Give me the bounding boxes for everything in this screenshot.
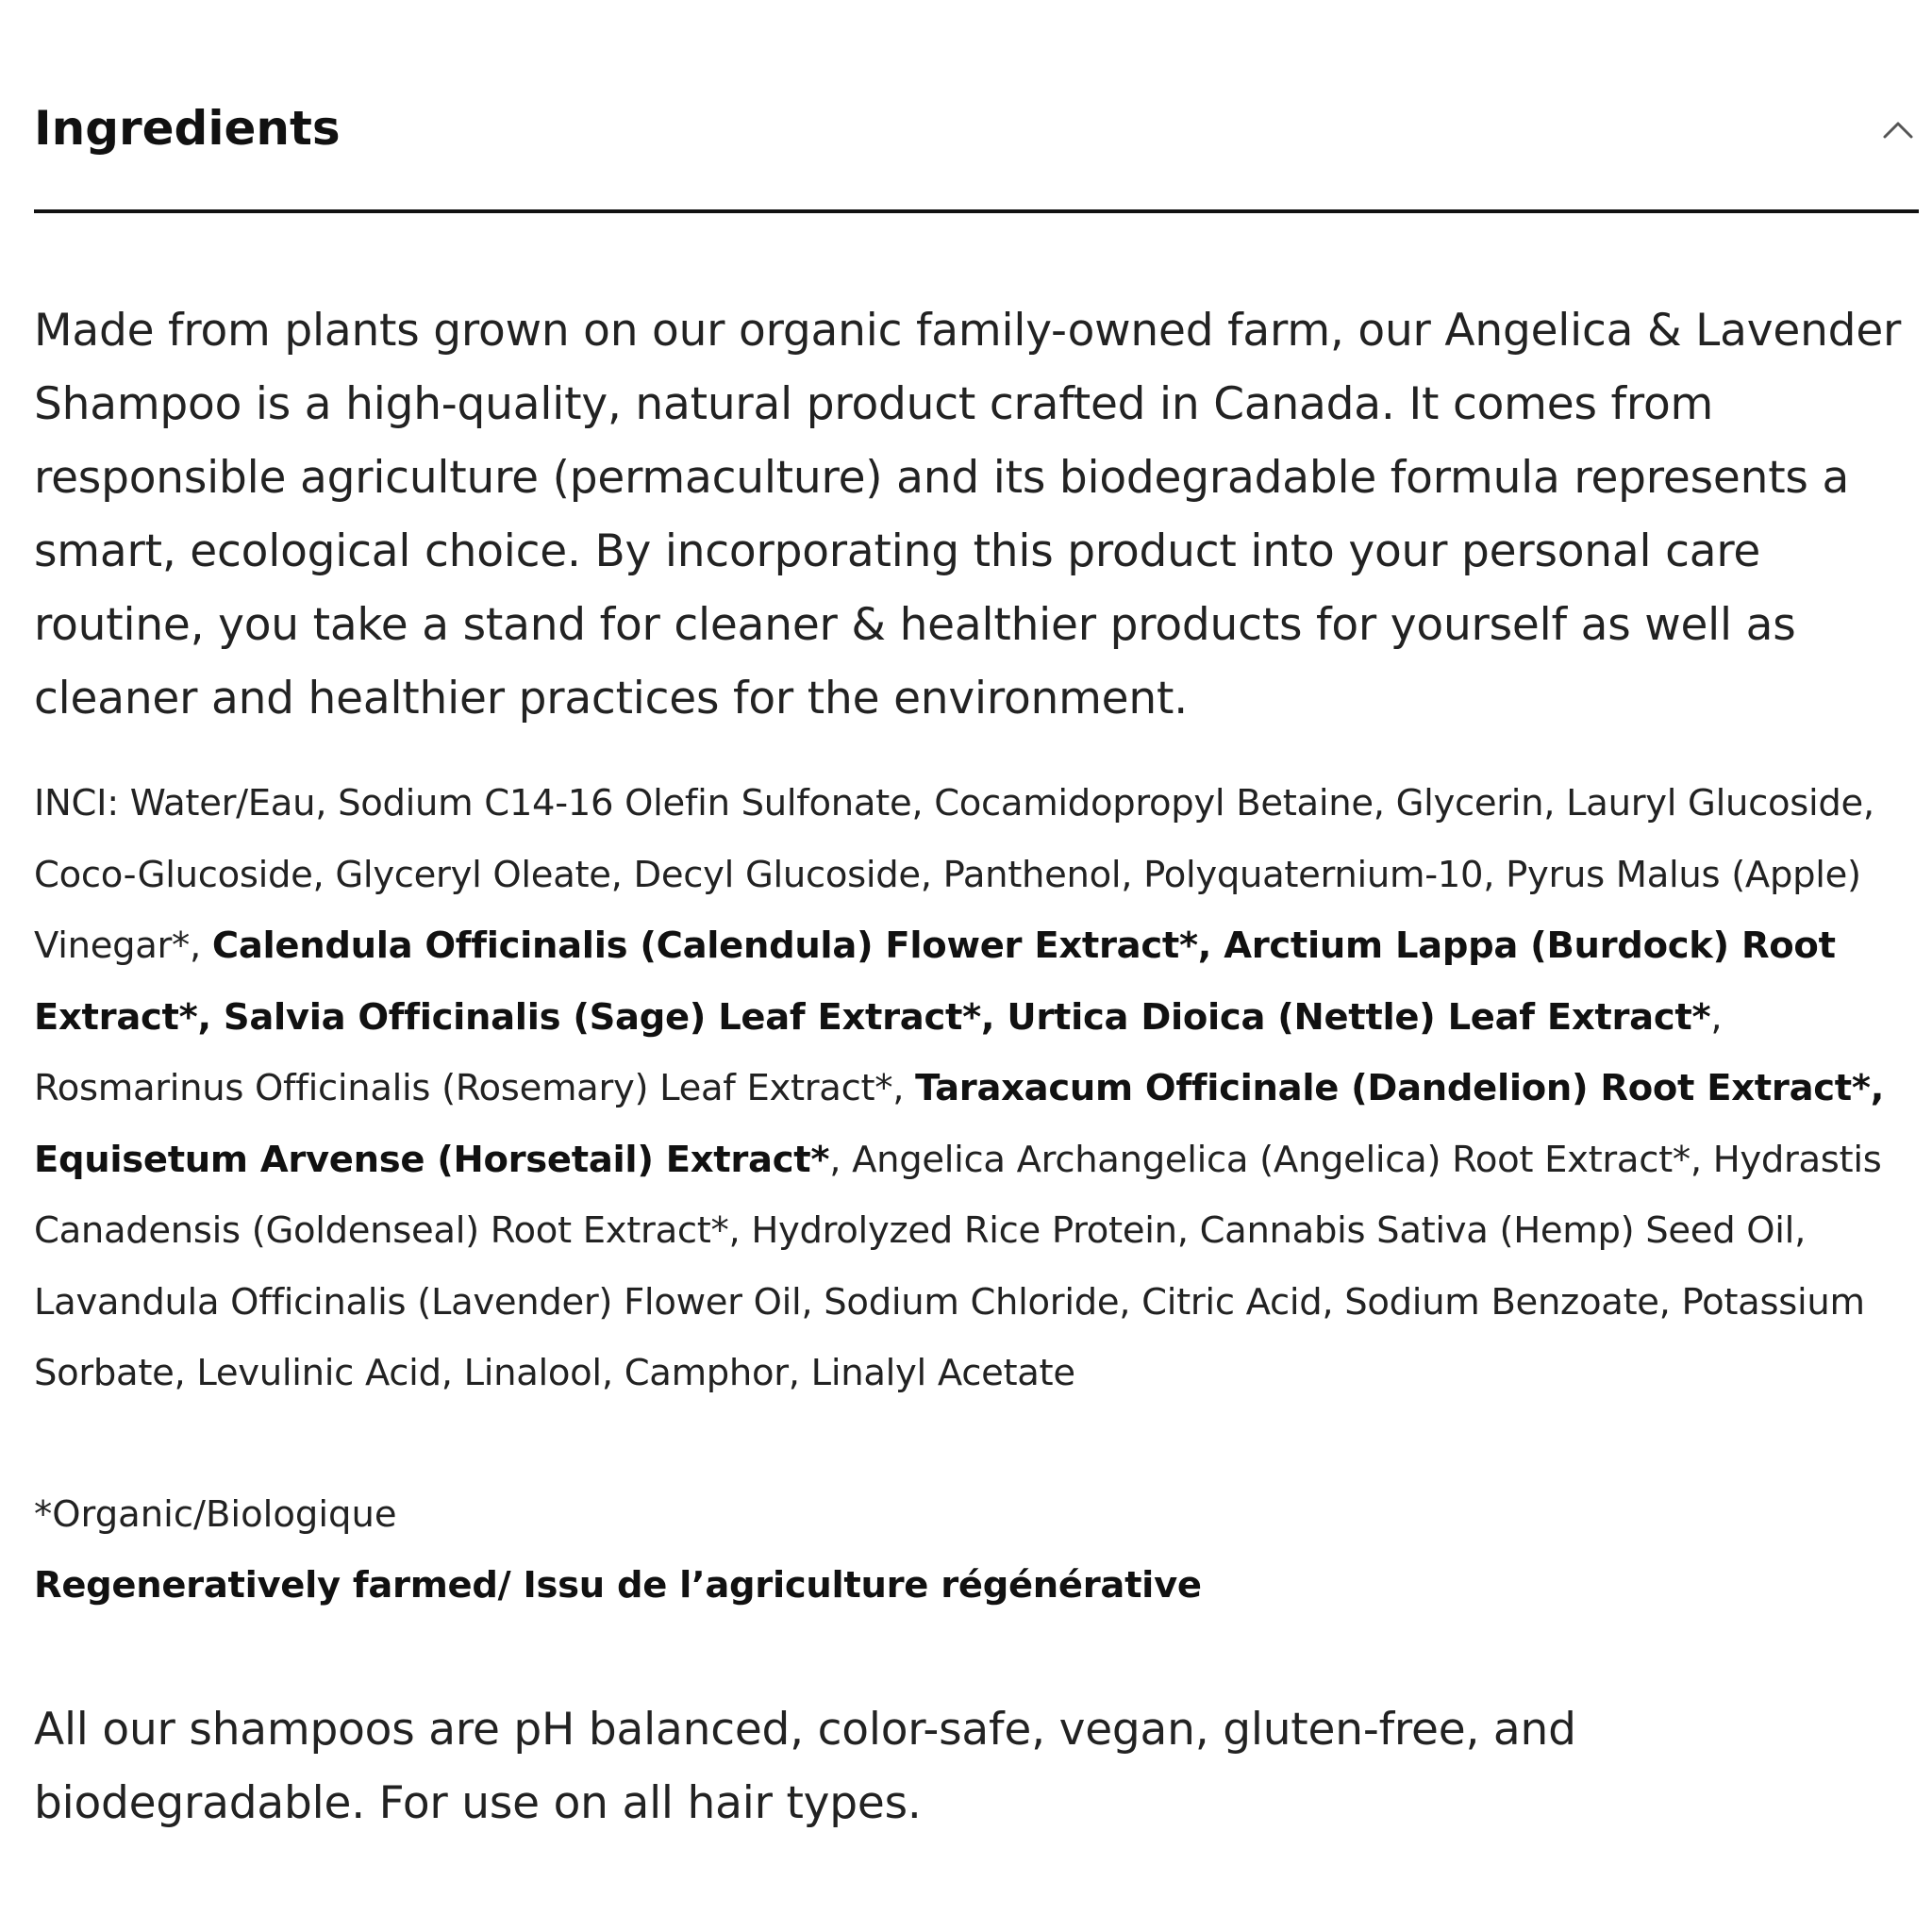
product-description: Made from plants grown on our organic family-owned farm, our Angelica & Lavender Shampoo is a high-quality, natural product crafted in Canada. It comes from responsible agriculture (permaculture) and its biodegradable formula represents a smart, ecological choice. By incorporating this product into your personal care routine, you take a stand for cleaner & healthier products for yourself as well as cleaner and healthier practices for the environment. bbox=[34, 305, 1902, 724]
shampoo-claims: All our shampoos are pH balanced, color-safe, vegan, gluten-free, and biodegradable. For use on all hair types. bbox=[34, 1703, 1576, 1829]
inci-segment: INCI: Water/Eau, Sodium C14-16 Olefin Sulfonate, Cocamidopropyl Betaine, Glycerin, Lauryl Glucoside, Coco-Glucoside, Glyceryl Oleate, Decyl Glucoside, Panthenol, Polyquaternium-10, Pyrus Malus (Apple) Vinegar*, bbox=[34, 782, 1874, 967]
inci-segment-bold: Taraxacum Officinale (Dandelion) Root Extract*, Equisetum Arvense (Horsetail) Extract* bbox=[34, 1067, 1885, 1181]
accordion-title: Ingredients bbox=[34, 101, 341, 156]
inci-segment-bold: Calendula Officinalis (Calendula) Flower Extract*, Arctium Lappa (Burdock) Root Extract*, Salvia Officinalis (Sage) Leaf Extract*, Urtica Dioica (Nettle) Leaf Extract* bbox=[34, 924, 1836, 1039]
inci-segment: , Angelica Archangelica (Angelica) Root Extract*, Hydrastis Canadensis (Goldenseal) Root Extract*, Hydrolyzed Rice Protein, Cannabis Sativa (Hemp) Seed Oil, Lavandula Officinalis (Lavender) Flower Oil, Sodium Chloride, Citric Acid, Sodium Benzoate, Potassium Sorbate, Levulinic Acid, Linalool, Camphor, Linalyl Acetate bbox=[34, 1138, 1882, 1394]
chevron-up-icon[interactable] bbox=[1879, 111, 1917, 149]
regenerative-footnote: Regeneratively farmed/ Issu de l’agriculture régénérative bbox=[34, 1564, 1202, 1607]
organic-footnote: *Organic/Biologique bbox=[34, 1492, 397, 1536]
inci-ingredient-list bbox=[34, 768, 1919, 1409]
ingredients-accordion-header[interactable] bbox=[34, 91, 1919, 213]
ingredients-accordion-content bbox=[34, 294, 1919, 1840]
inci-segment: , Rosmarinus Officinalis (Rosemary) Leaf Extract*, bbox=[34, 995, 1723, 1109]
